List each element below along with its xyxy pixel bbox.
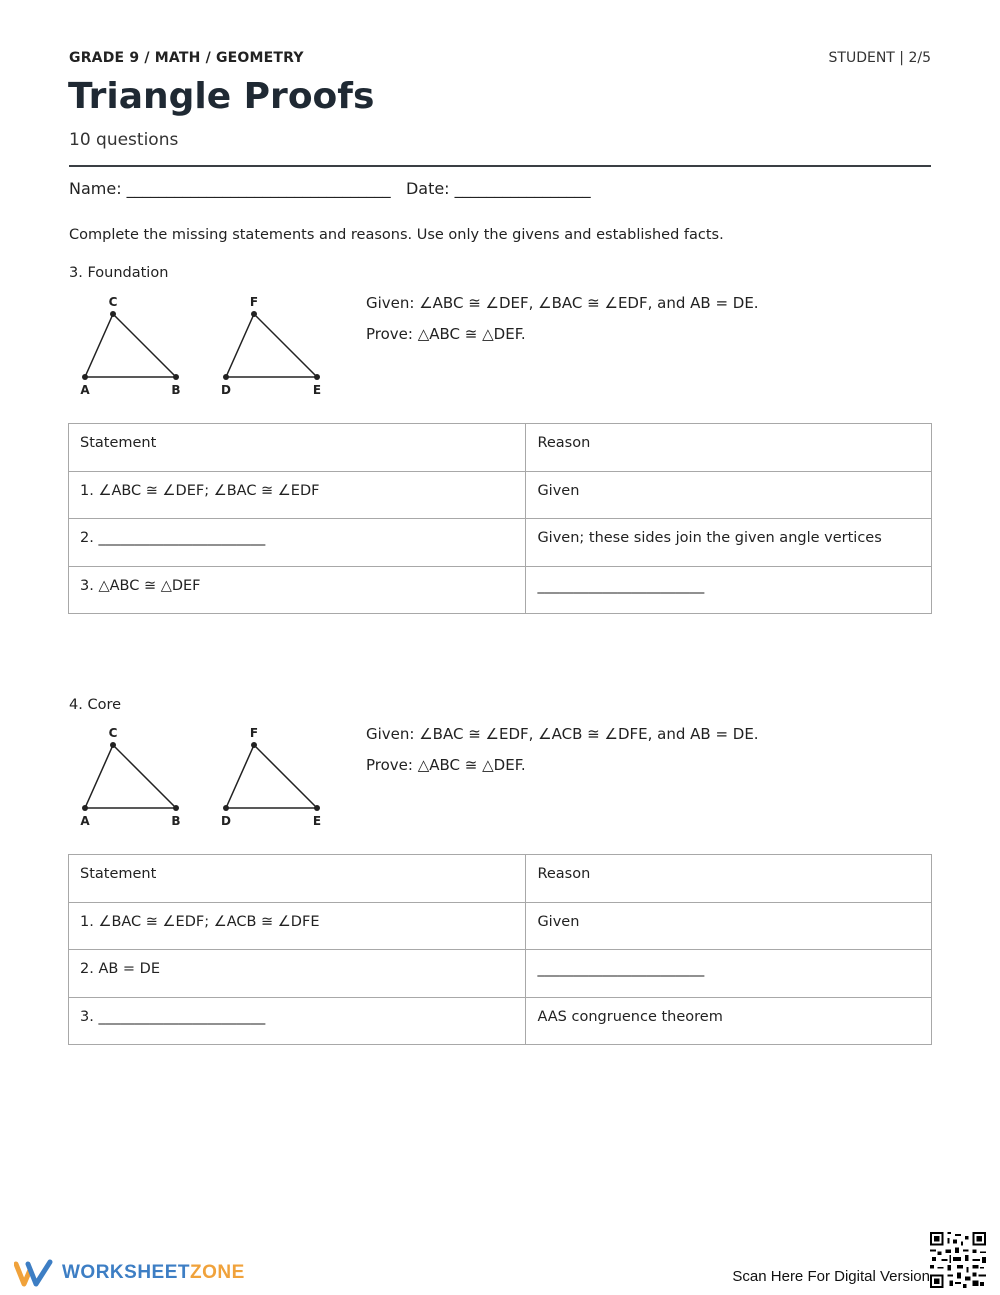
- vertex-label-e: E: [312, 814, 322, 828]
- vertex-c: [110, 742, 116, 748]
- reason-cell: Given; these sides join the given angle vertices: [526, 519, 932, 567]
- vertex-f: [251, 311, 257, 317]
- page-indicator: STUDENT | 2/5: [828, 50, 931, 66]
- table-row: [69, 471, 932, 519]
- vertex-label-a: A: [80, 814, 90, 828]
- vertex-b: [173, 374, 179, 380]
- given-prove-block: [366, 294, 759, 356]
- statement-cell: 1. ∠BAC ≅ ∠EDF; ∠ACB ≅ ∠DFE: [69, 902, 526, 950]
- vertex-b: [173, 805, 179, 811]
- prove-text: Prove: △ABC ≅ △DEF.: [366, 325, 526, 343]
- given-text: Given: ∠ABC ≅ ∠DEF, ∠BAC ≅ ∠EDF, and AB = DE.: [366, 294, 759, 312]
- instructions: Complete the missing statements and reasons. Use only the givens and established facts.: [69, 227, 724, 243]
- proof-table: [68, 423, 932, 614]
- vertex-e: [314, 805, 320, 811]
- logo-w-icon: [14, 1258, 54, 1288]
- logo-text-worksheet: WORKSHEET: [62, 1262, 190, 1283]
- triangle-diagram: [69, 292, 339, 402]
- vertex-label-b: B: [171, 814, 181, 828]
- header-divider: [69, 165, 931, 167]
- question-count: 10 questions: [69, 130, 179, 150]
- statement-cell: 2. AB = DE: [69, 950, 526, 998]
- vertex-label-a: A: [80, 383, 90, 397]
- statement-blank[interactable]: 2. _______________________: [69, 519, 526, 567]
- scan-prompt: Scan Here For Digital Version: [732, 1268, 930, 1285]
- reason-header: Reason: [526, 855, 932, 903]
- triangle-abc: [85, 745, 176, 808]
- table-row: [69, 566, 932, 614]
- vertex-d: [223, 374, 229, 380]
- vertex-label-f: F: [249, 726, 259, 740]
- prove-text: Prove: △ABC ≅ △DEF.: [366, 756, 526, 774]
- table-header-row: [69, 855, 932, 903]
- vertex-label-c: C: [108, 726, 118, 740]
- vertex-label-e: E: [312, 383, 322, 397]
- given-text: Given: ∠BAC ≅ ∠EDF, ∠ACB ≅ ∠DFE, and AB = DE.: [366, 725, 759, 743]
- statement-cell: 1. ∠ABC ≅ ∠DEF; ∠BAC ≅ ∠EDF: [69, 471, 526, 519]
- page-title: Triangle Proofs: [68, 76, 375, 117]
- reason-cell: AAS congruence theorem: [526, 997, 932, 1045]
- vertex-label-b: B: [171, 383, 181, 397]
- vertex-d: [223, 805, 229, 811]
- question-label: 3. Foundation: [69, 265, 169, 281]
- vertex-label-d: D: [221, 814, 231, 828]
- triangle-diagram: [69, 723, 339, 833]
- statement-cell: 3. △ABC ≅ △DEF: [69, 566, 526, 614]
- question-label: 4. Core: [69, 697, 122, 713]
- table-row: [69, 997, 932, 1045]
- reason-cell: Given: [526, 902, 932, 950]
- vertex-a: [82, 805, 88, 811]
- vertex-e: [314, 374, 320, 380]
- reason-cell: Given: [526, 471, 932, 519]
- logo-text-zone: ZONE: [190, 1262, 245, 1283]
- qr-code-icon[interactable]: [930, 1232, 986, 1288]
- reason-blank[interactable]: _______________________: [526, 566, 932, 614]
- statement-header: Statement: [69, 424, 526, 472]
- vertex-c: [110, 311, 116, 317]
- table-row: [69, 950, 932, 998]
- vertex-label-c: C: [108, 295, 118, 309]
- triangle-abc: [85, 314, 176, 377]
- table-row: [69, 519, 932, 567]
- given-prove-block: [366, 725, 759, 787]
- vertex-label-f: F: [249, 295, 259, 309]
- table-header-row: [69, 424, 932, 472]
- reason-blank[interactable]: _______________________: [526, 950, 932, 998]
- logo-text: [62, 1262, 245, 1284]
- proof-table: [68, 854, 932, 1045]
- vertex-f: [251, 742, 257, 748]
- vertex-label-d: D: [221, 383, 231, 397]
- triangle-def: [226, 314, 317, 377]
- triangle-pair-svg: [69, 292, 339, 402]
- name-date-fields[interactable]: Name: _________________________________ Date: _________________: [69, 179, 591, 198]
- statement-blank[interactable]: 3. _______________________: [69, 997, 526, 1045]
- reason-header: Reason: [526, 424, 932, 472]
- worksheetzone-logo[interactable]: [14, 1258, 245, 1288]
- vertex-a: [82, 374, 88, 380]
- breadcrumb: GRADE 9 / MATH / GEOMETRY: [69, 50, 304, 66]
- statement-header: Statement: [69, 855, 526, 903]
- triangle-def: [226, 745, 317, 808]
- triangle-pair-svg: [69, 723, 339, 833]
- table-row: [69, 902, 932, 950]
